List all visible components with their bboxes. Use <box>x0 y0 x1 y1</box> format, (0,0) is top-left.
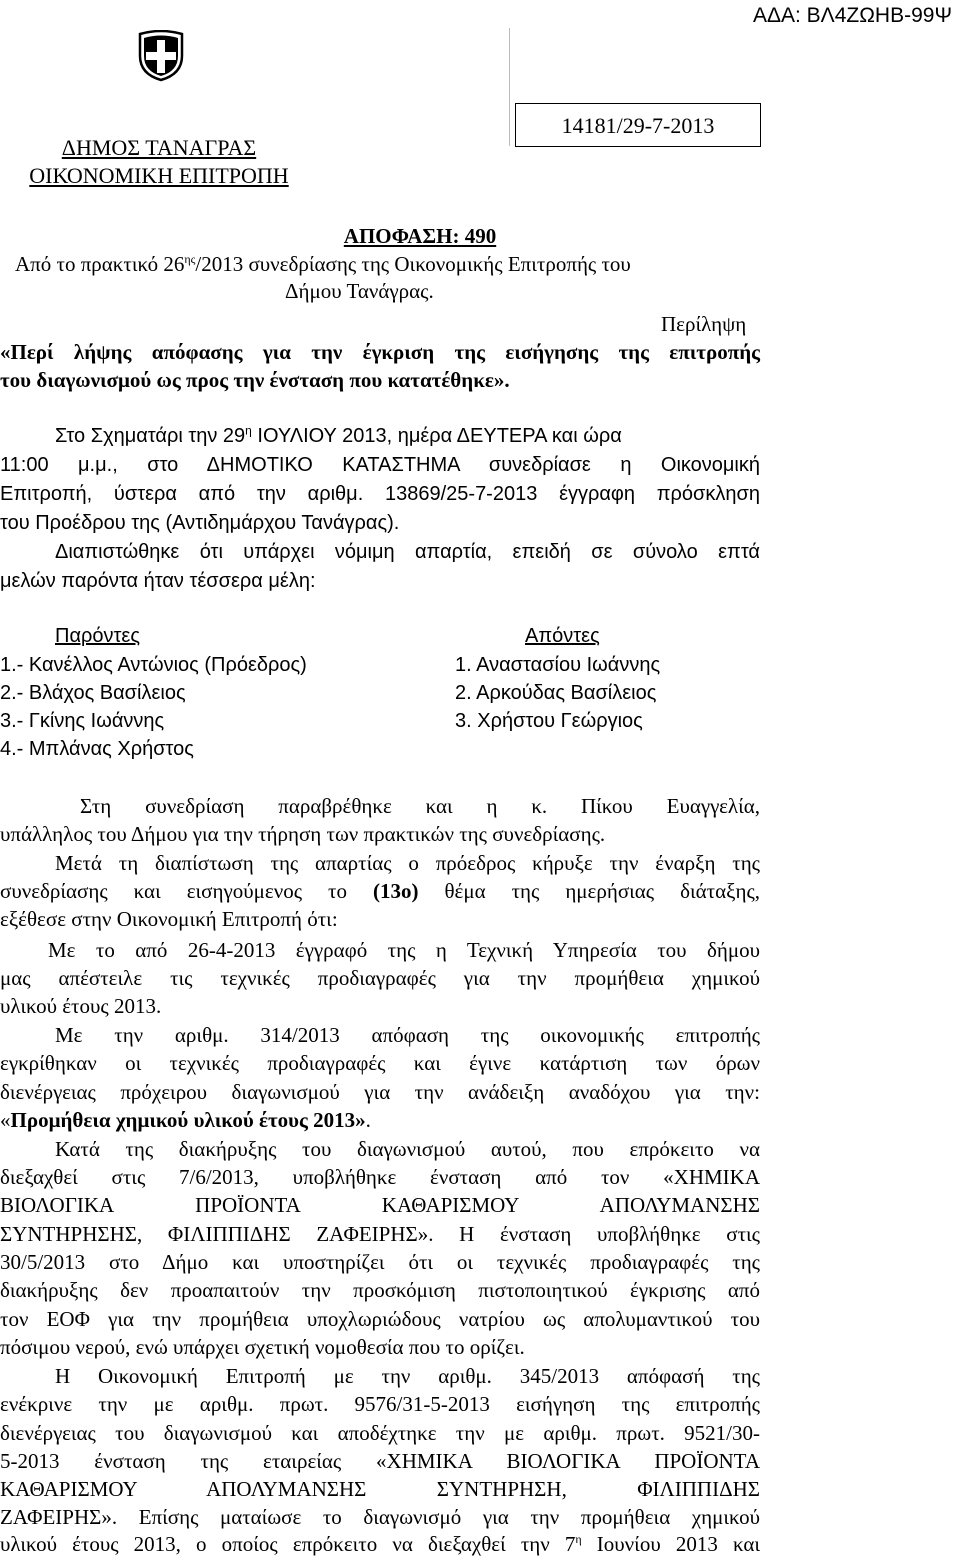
body-line: 5-2013 ένσταση της εταιρείας «ΧΗΜΙΚΑ ΒΙΟΛΟΓΙΚΑ ΠΡΟΪΟΝΤΑ <box>0 1449 760 1473</box>
meeting-line-1: Στο Σχηματάρι την $29^\eta$ ΙΟΥΛΙΟΥ 2013, ημέρα ΔΕΥΤΕΡΑ και ώρα <box>55 423 622 447</box>
body-line: τον ΕΟΦ για την προμήθεια υποχλωριώδους νατρίου ως απολυμαντικού του <box>0 1307 760 1331</box>
body-line: διενέργειας πρόχειρου διαγωνισμού για την ανάδειξη αναδόχου για την: <box>0 1080 760 1104</box>
body-line: Η Οικονομική Επιτροπή με την αριθμ. 345/2013 απόφασή της <box>55 1364 760 1388</box>
greek-coat-of-arms-icon <box>135 30 187 82</box>
municipality-name: ΔΗΜΟΣ ΤΑΝΑΓΡΑΣ <box>61 135 257 160</box>
meeting-line-4: του Προέδρου της (Αντιδημάρχου Τανάγρας). <box>0 512 400 534</box>
body-line: διακήρυξης δεν προαπαιτούν την προσκόμιση πιστοποιητικού έγκρισης από <box>0 1278 760 1302</box>
meeting-line-5: Διαπιστώθηκε ότι υπάρχει νόμιμη απαρτία, επειδή σε σύνολο επτά <box>55 541 760 563</box>
body-line: ενέκρινε την με αριθμ. πρωτ. 9576/31-5-2013 εισήγηση της επιτροπής <box>0 1392 760 1416</box>
body-line: μας απέστειλε τις τεχνικές προδιαγραφές για την προμήθεια χημικού <box>0 966 760 990</box>
body-line: Στη συνεδρίαση παραβρέθηκε και η κ. Πίκου Ευαγγελία, <box>80 794 760 818</box>
body-line: Μετά τη διαπίστωση της απαρτίας ο πρόεδρος κήρυξε την έναρξη της <box>55 851 760 875</box>
body-line: Με το από 26-4-2013 έγγραφό της η Τεχνική Υπηρεσία του δήμου <box>48 938 760 962</box>
body-line: ΚΑΘΑΡΙΣΜΟΥ ΑΠΟΛΥΜΑΝΣΗΣ ΣΥΝΤΗΡΗΣΗ, ΦΙΛΙΠΠΙΔΗΣ <box>0 1477 760 1501</box>
committee-name: ΟΙΚΟΝΟΜΙΚΗ ΕΠΙΤΡΟΠΗ <box>29 163 289 188</box>
body-line: εγκρίθηκαν οι τεχνικές προδιαγραφές και έγινε κατάρτιση των όρων <box>0 1051 760 1075</box>
header-divider <box>509 28 510 146</box>
body-line: υπάλληλος του Δήμου για την τήρηση των πρακτικών της συνεδρίασης. <box>0 822 606 846</box>
body-line: διεξαχθεί στις 7/6/2013, υποβλήθηκε ένσταση από τον «ΧΗΜΙΚΑ <box>0 1165 760 1189</box>
body-line: ΖΑΦΕΙΡΗΣ». Επίσης ματαίωσε το διαγωνισμό για την προμήθεια χημικού <box>0 1505 760 1529</box>
absent-member: 3. Χρήστου Γεώργιος <box>455 710 643 732</box>
absent-member: 2. Αρκούδας Βασίλειος <box>455 682 657 704</box>
body-line: εξέθεσε στην Οικονομική Επιτροπή ότι: <box>0 907 338 931</box>
protocol-number-box: 14181/29-7-2013 <box>515 103 761 147</box>
body-line: υλικού έτους 2013, ο οποίος επρόκειτο να διεξαχθεί την $7^\eta$ Ιουνίου 2013 και <box>0 1532 760 1556</box>
present-member: 3.- Γκίνης Ιωάννης <box>0 710 165 732</box>
body-line: υλικού έτους 2013. <box>0 994 162 1018</box>
summary-label: Περίληψη <box>661 312 747 336</box>
summary-line-2: του διαγωνισμού ως προς την ένσταση που κατατέθηκε». <box>0 368 510 392</box>
ada-code: ΑΔΑ: ΒΛ4ΖΩΗΒ-99Ψ <box>752 4 952 27</box>
body-line: 30/5/2013 στο Δήμο και υποστηρίζει ότι οι τεχνικές προδιαγραφές της <box>0 1250 760 1274</box>
meeting-line-3: Επιτροπή, ύστερα από την αριθμ. 13869/25-7-2013 έγγραφη πρόσκληση <box>0 483 760 505</box>
body-line: Κατά της διακήρυξης του διαγωνισμού αυτού, που επρόκειτο να <box>55 1137 760 1161</box>
present-member: 2.- Βλάχος Βασίλειος <box>0 682 186 704</box>
body-line: Με την αριθμ. 314/2013 απόφαση της οικονομικής επιτροπής <box>55 1023 760 1047</box>
present-member: 1.- Κανέλλος Αντώνιος (Πρόεδρος) <box>0 654 307 676</box>
body-line: συνεδρίασης και εισηγούμενος το (13ο) θέμα της ημερήσιας διάταξης, <box>0 879 761 903</box>
absent-header: Απόντες <box>525 625 600 647</box>
body-line: «Προμήθεια χημικού υλικού έτους 2013». <box>0 1108 371 1132</box>
decision-title: ΑΠΟΦΑΣΗ: 490 <box>343 224 497 248</box>
issuer-header <box>0 134 318 190</box>
meeting-line-6: μελών παρόντα ήταν τέσσερα μέλη: <box>0 570 316 592</box>
decision-source: Από το πρακτικό $26^{\eta\varsigma}/2013$ συνεδρίασης της Οικονομικής Επιτροπής του <box>15 252 631 276</box>
present-header: Παρόντες <box>55 625 140 647</box>
body-line: διενέργειας του διαγωνισμού και αποδέχτηκε την με αριθμ. πρωτ. 9521/30- <box>0 1421 760 1445</box>
meeting-line-2: 11:00 μ.μ., στο ΔΗΜΟΤΙΚΟ ΚΑΤΑΣΤΗΜΑ συνεδρίασε η Οικονομική <box>0 454 760 476</box>
body-line: πόσιμου νερού, ενώ υπάρχει σχετική νομοθεσία που το ορίζει. <box>0 1335 525 1359</box>
summary-line-1: «Περί λήψης απόφασης για την έγκριση της εισήγησης της επιτροπής <box>0 340 760 364</box>
absent-member: 1. Αναστασίου Ιωάννης <box>455 654 661 676</box>
decision-source-line2: Δήμου Τανάγρας. <box>285 279 434 303</box>
body-line: ΣΥΝΤΗΡΗΣΗΣ, ΦΙΛΙΠΠΙΔΗΣ ΖΑΦΕΙΡΗΣ». Η ένσταση υποβλήθηκε στις <box>0 1222 760 1246</box>
present-member: 4.- Μπλάνας Χρήστος <box>0 738 194 760</box>
body-line: ΒΙΟΛΟΓΙΚΑ ΠΡΟΪΟΝΤΑ ΚΑΘΑΡΙΣΜΟΥ ΑΠΟΛΥΜΑΝΣΗΣ <box>0 1193 760 1217</box>
